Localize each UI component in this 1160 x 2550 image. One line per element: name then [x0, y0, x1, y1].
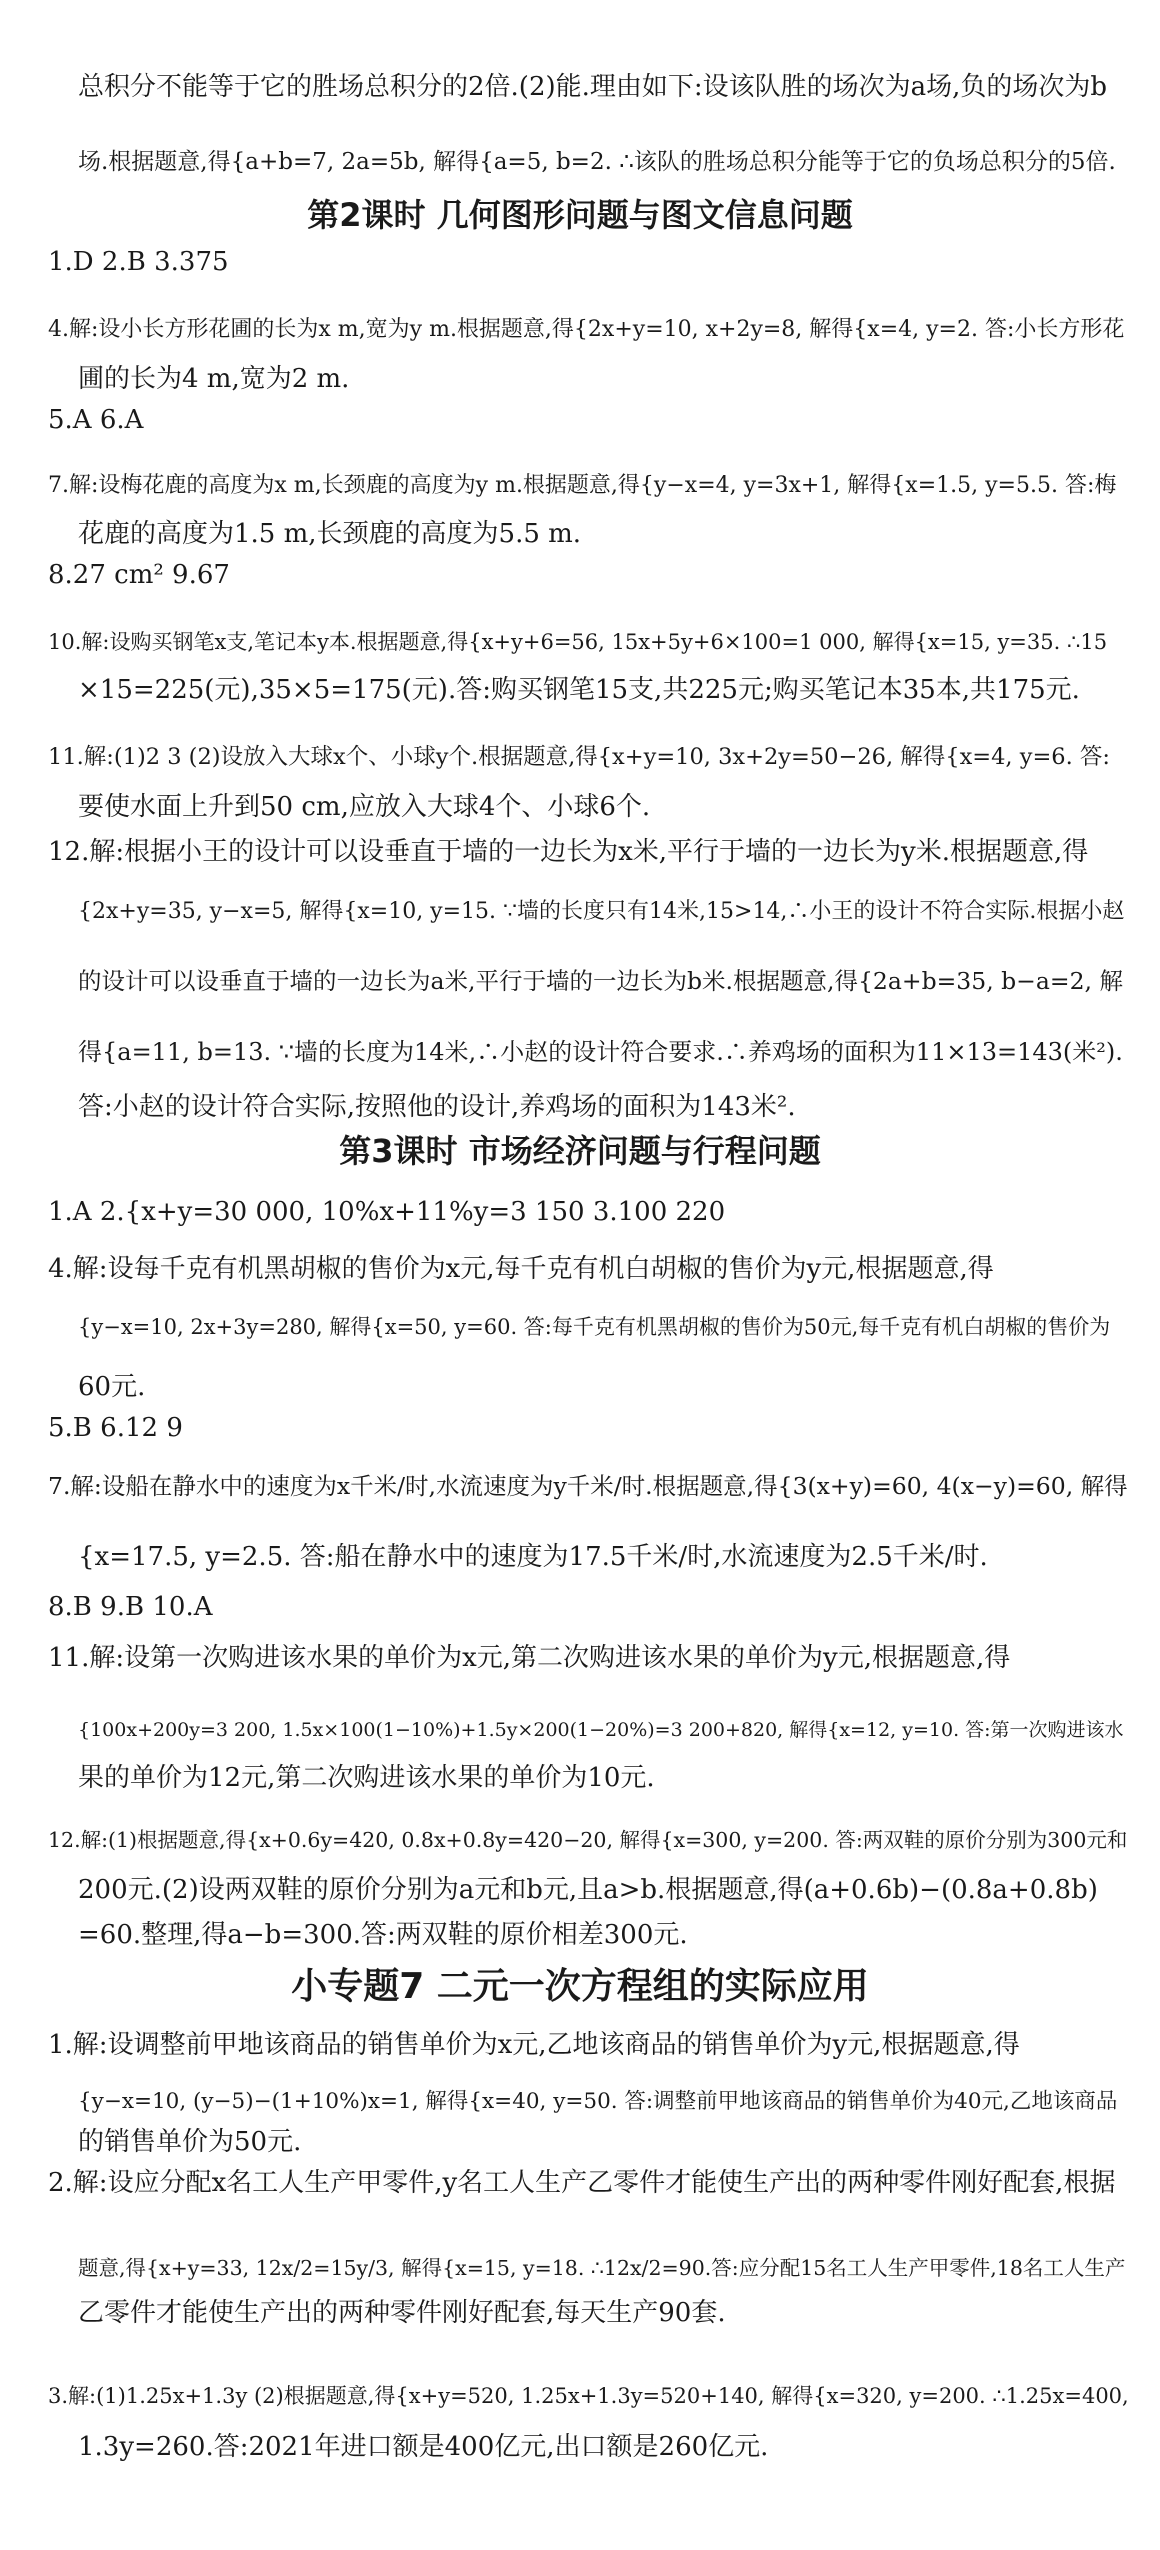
- line-text: 2.解:设应分配x名工人生产甲零件,y名工人生产乙零件才能使生产出的两种零件刚好配套,根据: [48, 2168, 1116, 2198]
- line-text: 题意,得{x+y=33, 12x/2=15y/3, 解得{x=15, y=18. ∴12x/2=90.答:应分配15名工人生产甲零件,18名工人生产: [78, 2256, 1126, 2280]
- line-text: 的设计可以设垂直于墙的一边长为a米,平行于墙的一边长为b米.根据题意,得{2a+b=35, b−a=2, 解: [78, 967, 1123, 995]
- line-text: 7.解:设船在静水中的速度为x千米/时,水流速度为y千米/时.根据题意,得{3(x+y)=60, 4(x−y)=60, 解得: [48, 1472, 1128, 1500]
- line-text: 5.B 6.12 9: [48, 1413, 183, 1443]
- line-text: 4.解:设小长方形花圃的长为x m,宽为y m.根据题意,得{2x+y=10, x+2y=8, 解得{x=4, y=2. 答:小长方形花: [48, 317, 1125, 342]
- line-text: 圃的长为4 m,宽为2 m.: [78, 364, 350, 394]
- line-text: 1.解:设调整前甲地该商品的销售单价为x元,乙地该商品的销售单价为y元,根据题意,得: [48, 2030, 1020, 2060]
- line-text: 场.根据题意,得{a+b=7, 2a=5b, 解得{a=5, b=2. ∴该队的胜场总积分能等于它的负场总积分的5倍.: [78, 149, 1116, 175]
- line-text: 果的单价为12元,第二次购进该水果的单价为10元.: [78, 1763, 655, 1793]
- line-text: =60.整理,得a−b=300.答:两双鞋的原价相差300元.: [78, 1920, 688, 1950]
- line-text: 11.解:(1)2 3 (2)设放入大球x个、小球y个.根据题意,得{x+y=10, 3x+2y=50−26, 解得{x=4, y=6. 答:: [48, 744, 1110, 770]
- section-heading: 第2课时 几何图形问题与图文信息问题: [307, 196, 853, 234]
- line-text: 3.解:(1)1.25x+1.3y (2)根据题意,得{x+y=520, 1.25x+1.3y=520+140, 解得{x=320, y=200. ∴1.25x=400,: [48, 2384, 1129, 2408]
- line-text: {100x+200y=3 200, 1.5x×100(1−10%)+1.5y×200(1−20%)=3 200+820, 解得{x=12, y=10. 答:第一次购进该水: [78, 1719, 1124, 1741]
- line-text: 4.解:设每千克有机黑胡椒的售价为x元,每千克有机白胡椒的售价为y元,根据题意,得: [48, 1254, 994, 1284]
- line-text: 答:小赵的设计符合实际,按照他的设计,养鸡场的面积为143米².: [78, 1092, 796, 1122]
- section-heading: 小专题7 二元一次方程组的实际应用: [291, 1966, 869, 2007]
- line-text: {y−x=10, (y−5)−(1+10%)x=1, 解得{x=40, y=50. 答:调整前甲地该商品的销售单价为40元,乙地该商品: [78, 2089, 1118, 2114]
- section-heading: 第3课时 市场经济问题与行程问题: [339, 1132, 821, 1170]
- line-text: {x=17.5, y=2.5. 答:船在静水中的速度为17.5千米/时,水流速度为2.5千米/时.: [78, 1542, 988, 1572]
- line-text: 1.A 2.{x+y=30 000, 10%x+11%y=3 150 3.100 220: [48, 1197, 726, 1227]
- line-text: {y−x=10, 2x+3y=280, 解得{x=50, y=60. 答:每千克有机黑胡椒的售价为50元,每千克有机白胡椒的售价为: [78, 1315, 1111, 1339]
- line-text: 60元.: [78, 1372, 146, 1402]
- line-text: 1.D 2.B 3.375: [48, 247, 229, 277]
- line-text: 得{a=11, b=13. ∵墙的长度为14米,∴小赵的设计符合要求.∴养鸡场的面积为11×13=143(米²).: [78, 1038, 1123, 1066]
- line-text: 12.解:(1)根据题意,得{x+0.6y=420, 0.8x+0.8y=420−20, 解得{x=300, y=200. 答:两双鞋的原价分别为300元和: [48, 1828, 1128, 1852]
- line-text: 乙零件才能使生产出的两种零件刚好配套,每天生产90套.: [78, 2298, 726, 2328]
- line-text: 200元.(2)设两双鞋的原价分别为a元和b元,且a>b.根据题意,得(a+0.6b)−(0.8a+0.8b): [78, 1875, 1098, 1905]
- line-text: 12.解:根据小王的设计可以设垂直于墙的一边长为x米,平行于墙的一边长为y米.根据题意,得: [48, 837, 1089, 867]
- line-text: {2x+y=35, y−x=5, 解得{x=10, y=15. ∵墙的长度只有14米,15>14,∴小王的设计不符合实际.根据小赵: [78, 899, 1125, 924]
- line-text: 花鹿的高度为1.5 m,长颈鹿的高度为5.5 m.: [78, 519, 582, 549]
- line-text: 11.解:设第一次购进该水果的单价为x元,第二次购进该水果的单价为y元,根据题意,得: [48, 1643, 1011, 1673]
- line-text: 8.27 cm² 9.67: [48, 560, 230, 590]
- line-text: 1.3y=260.答:2021年进口额是400亿元,出口额是260亿元.: [78, 2432, 769, 2462]
- line-text: 5.A 6.A: [48, 405, 144, 435]
- line-text: 的销售单价为50元.: [78, 2127, 302, 2157]
- line-text: 总积分不能等于它的胜场总积分的2倍.(2)能.理由如下:设该队胜的场次为a场,负的场次为b: [78, 72, 1108, 102]
- line-text: 要使水面上升到50 cm,应放入大球4个、小球6个.: [78, 792, 651, 822]
- line-text: 8.B 9.B 10.A: [48, 1592, 213, 1622]
- line-text: 10.解:设购买钢笔x支,笔记本y本.根据题意,得{x+y+6=56, 15x+5y+6×100=1 000, 解得{x=15, y=35. ∴15: [48, 630, 1108, 654]
- line-text: 7.解:设梅花鹿的高度为x m,长颈鹿的高度为y m.根据题意,得{y−x=4, y=3x+1, 解得{x=1.5, y=5.5. 答:梅: [48, 473, 1117, 498]
- line-text: ×15=225(元),35×5=175(元).答:购买钢笔15支,共225元;购买笔记本35本,共175元.: [78, 675, 1080, 705]
